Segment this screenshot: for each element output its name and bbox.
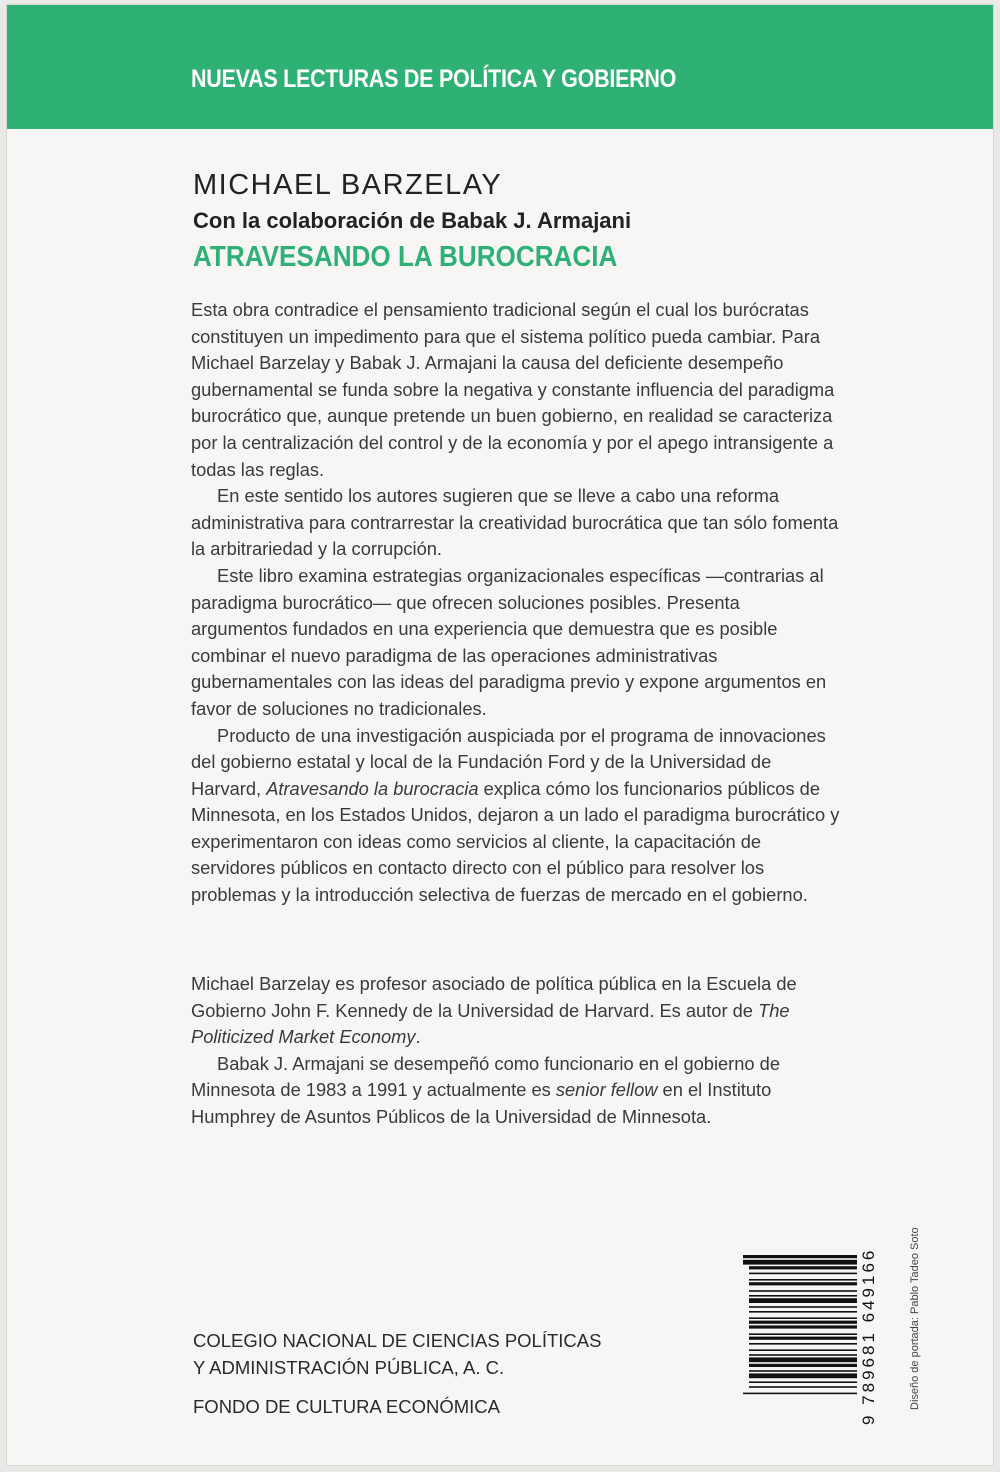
description — [191, 297, 841, 909]
publisher-block — [193, 1327, 601, 1420]
bio-text: en el Instituto Humphrey de Asuntos Públicos de la Universidad de Minnesota. — [191, 1079, 772, 1127]
description-paragraph — [191, 723, 841, 909]
bio-book-title: The Politicized Market Economy — [191, 999, 790, 1048]
bio-text: . — [415, 1026, 421, 1048]
publisher-line: FONDO DE CULTURA ECONÓMICA — [193, 1396, 500, 1417]
isbn-number: 9 789681 649166 — [859, 1247, 878, 1425]
publisher-line: Y ADMINISTRACIÓN PÚBLICA, A. C. — [193, 1357, 505, 1378]
description-paragraph: En este sentido los autores sugieren que se lleve a cabo una reforma administrativa para contrarrestar la creatividad burocrática que tan sólo fomenta la arbitrariedad y la corrupción. — [191, 485, 839, 560]
description-paragraph: Este libro examina estrategias organizacionales específicas —contrarias al paradigma burocrático— que ofrecen soluciones posibles. Presenta argumentos fundados en una experiencia que demuestra que es posible combinar el nuevo paradigma de las operaciones administrativas gubernamentales con las ideas del paradigma previo y expone argumentos en favor de soluciones no tradicionales. — [191, 564, 827, 719]
cover-credit: Diseño de portada: Pablo Tadeo Soto — [909, 1227, 921, 1410]
back-cover — [6, 4, 994, 1466]
author-bios — [191, 971, 841, 1131]
series-band — [7, 5, 993, 129]
description-paragraph: Esta obra contradice el pensamiento tradicional según el cual los burócratas constituyen un impedimento para que el sistema político pueda cambiar. Para Michael Barzelay y Babak J. Armajani la causa del deficiente desempeño gubernamental se funda sobre la negativa y constante influencia del paradigma burocrático que, aunque pretende un buen gobierno, en realidad se caracteriza por la centralización del control y de la economía y por el apego intransigente a todas las reglas. — [191, 299, 835, 480]
author-name: MICHAEL BARZELAY — [193, 169, 503, 201]
bio-paragraph — [191, 1051, 841, 1131]
bio-emphasis: senior fellow — [555, 1079, 658, 1101]
book-title: ATRAVESANDO LA BUROCRACIA — [193, 241, 618, 273]
bio-paragraph — [191, 971, 841, 1051]
description-text: Producto de una investigación auspiciada por el programa de innovaciones del gobierno estatal y local de la Fundación Ford y de la Universidad de Harvard, — [191, 724, 826, 799]
description-text: explica cómo los funcionarios públicos de Minnesota, en los Estados Unidos, dejaron a un lado el paradigma burocrático y experimentaron con ideas como servicios al cliente, la capacitación de servidores públicos en contacto directo con el público para resolver los problemas y la introducción selectiva de fuerzas de mercado en el gobierno. — [191, 777, 840, 906]
collaboration-line: Con la colaboración de Babak J. Armajani — [193, 208, 632, 233]
series-title: NUEVAS LECTURAS DE POLÍTICA Y GOBIERNO — [191, 65, 677, 93]
book-title-italic: Atravesando la burocracia — [266, 777, 479, 799]
bio-text: Michael Barzelay es profesor asociado de política pública en la Escuela de Gobierno John F. Kennedy de la Universidad de Harvard. Es autor de — [191, 973, 797, 1021]
publisher-line: COLEGIO NACIONAL DE CIENCIAS POLÍTICAS — [193, 1330, 602, 1351]
bio-text: Babak J. Armajani se desempeñó como funcionario en el gobierno de Minnesota de 1983 a 1991 y actualmente es — [191, 1052, 781, 1101]
